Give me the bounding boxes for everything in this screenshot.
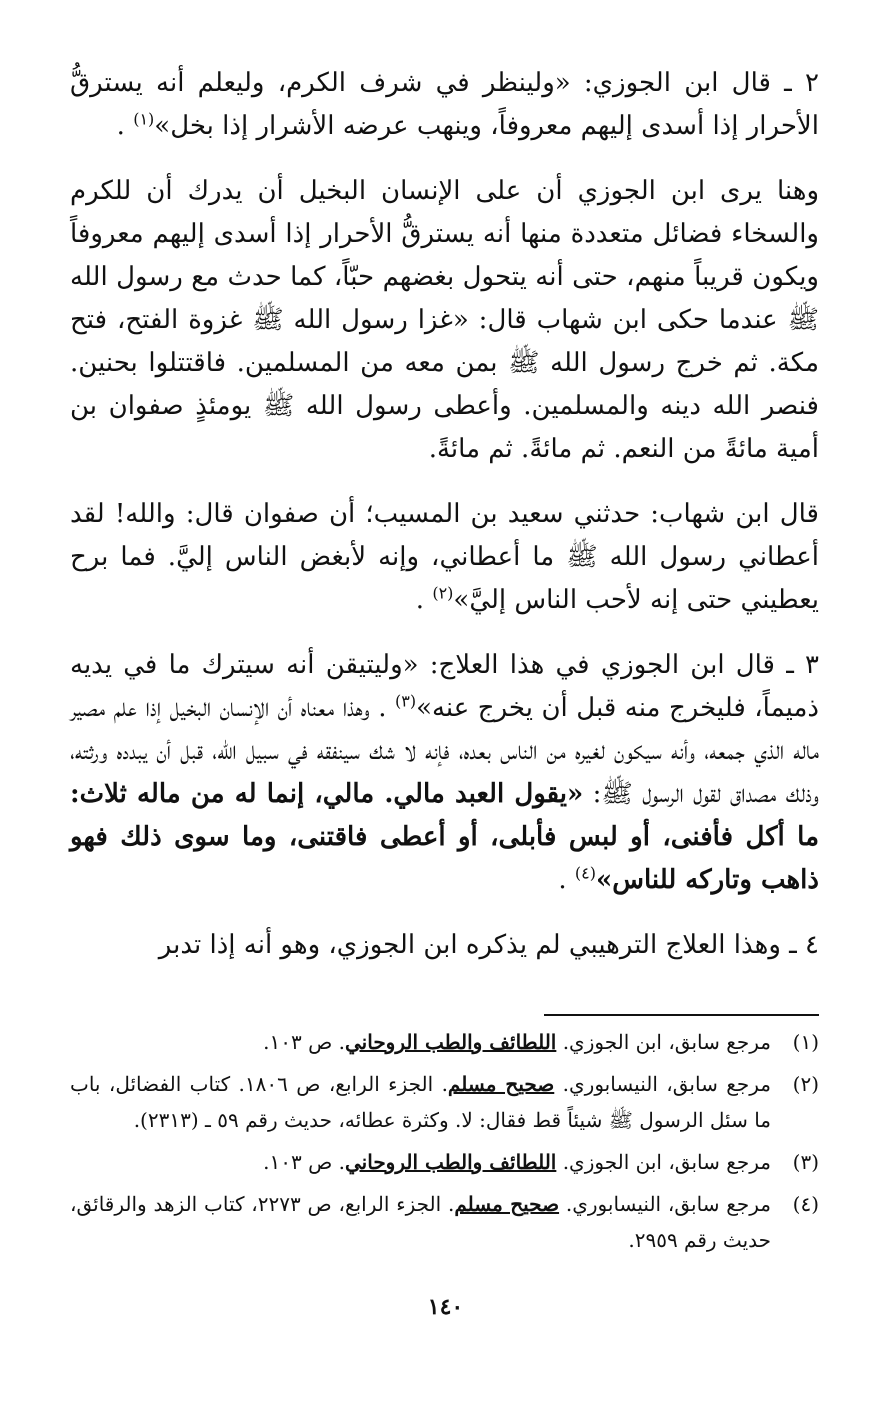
- footnote-number: (٤): [792, 1192, 819, 1216]
- footnote: [70, 1186, 819, 1258]
- paragraph: [70, 924, 819, 967]
- paragraph: [70, 62, 819, 148]
- text-run: .: [558, 865, 575, 895]
- text-run: . ص ١٠٣.: [263, 1150, 345, 1174]
- book-title: اللطائف والطب الروحاني: [344, 1030, 557, 1054]
- footnote-ref: (٢): [432, 583, 454, 603]
- text-run: ٤ ـ وهذا العلاج الترهيبي لم يذكره ابن الجوزي، وهو أنه إذا تدبر: [158, 930, 819, 960]
- page-number: ١٤٠: [427, 1294, 464, 1320]
- footnote-ref: (١): [133, 109, 155, 129]
- footnote-text: [70, 1066, 771, 1138]
- text-run: . وهذا معناه أن الإنسان البخيل إذا علم مصير ماله الذي جمعه، وأنه سيكون لغيره من الناس بعده، فإنه لا شك سينفقه في سبيل الله، قبل أن يبدده ورثته، وذلك مصداق لقول الرسول ﷺ:: [70, 693, 819, 809]
- footnotes: [70, 1024, 819, 1264]
- text-run: ٢ ـ قال ابن الجوزي: «ولينظر في شرف الكرم، وليعلم أنه يسترقُّ الأحرار إذا أسدى إليهم معروفاً، وينهب عرضه الأشرار إذا بخل»: [70, 68, 819, 141]
- footnote: [70, 1024, 819, 1060]
- text-run: مرجع سابق، ابن الجوزي.: [556, 1030, 771, 1054]
- text-run: . ص ١٠٣.: [263, 1030, 345, 1054]
- text-run: ٣ ـ قال ابن الجوزي في هذا العلاج: «وليتيقن أنه سيترك ما في يديه ذميماً، فليخرج منه قبل أن يخرج عنه»: [70, 650, 819, 723]
- book-title: صحيح مسلم: [454, 1192, 560, 1216]
- bold-quote: «يقول العبد مالي. مالي، إنما له من ماله ثلاث: ما أكل فأفنى، أو لبس فأبلى، أو أعطى فاقتنى، وما سوى ذلك فهو ذاهب وتاركه للناس»: [70, 779, 819, 895]
- footnote-text: [70, 1144, 771, 1180]
- footnote-number: (٣): [792, 1150, 819, 1174]
- text-run: وهنا يرى ابن الجوزي أن على الإنسان البخيل أن يدرك أن للكرم والسخاء فضائل متعددة منها أنه يسترقُّ الأحرار إذا أسدى إليهم معروفاً ويكون قريباً منهم، حتى أنه يتحول بغضهم حبّاً، كما حدث مع رسول الله ﷺ عندما حكى ابن شهاب قال: «غزا رسول الله ﷺ غزوة الفتح، فتح مكة. ثم خرج رسول الله ﷺ بمن معه من المسلمين. فاقتتلوا بحنين. فنصر الله دينه والمسلمين. وأعطى رسول الله ﷺ يومئذٍ صفوان بن أمية مائةً من النعم. ثم مائةً. ثم مائةً.: [70, 176, 819, 464]
- text-run: .: [415, 585, 433, 615]
- book-title: صحيح مسلم: [447, 1072, 555, 1096]
- text-run: مرجع سابق، النيسابوري.: [559, 1192, 771, 1216]
- footnote-text: [70, 1024, 771, 1060]
- book-title: اللطائف والطب الروحاني: [344, 1150, 557, 1174]
- paragraph: [70, 644, 819, 902]
- footnote-number: (٢): [792, 1072, 819, 1096]
- text-run: . الجزء الرابع، ص ١٨٠٦. كتاب الفضائل، باب ما سئل الرسول ﷺ شيئاً قط فقال: لا. وكثرة عطائه، حديث رقم ٥٩ ـ (٢٣١٣).: [70, 1072, 771, 1132]
- paragraph: [70, 170, 819, 471]
- text-run: . الجزء الرابع، ص ٢٢٧٣، كتاب الزهد والرقائق، حديث رقم ٢٩٥٩.: [70, 1192, 771, 1252]
- body-text: [70, 62, 819, 967]
- footnote-ref: (٣): [394, 691, 417, 711]
- text-run: مرجع سابق، النيسابوري.: [554, 1072, 771, 1096]
- footnote-number: (١): [792, 1030, 819, 1054]
- footnote-text: [70, 1186, 771, 1258]
- footnote: [70, 1144, 819, 1180]
- footnote-ref: (٤): [574, 863, 596, 883]
- paragraph: [70, 493, 819, 622]
- footnote: [70, 1066, 819, 1138]
- text-run: مرجع سابق، ابن الجوزي.: [556, 1150, 771, 1174]
- text-run: .: [116, 111, 134, 141]
- footnote-divider: [544, 1014, 819, 1016]
- text-run: قال ابن شهاب: حدثني سعيد بن المسيب؛ أن صفوان قال: والله! لقد أعطاني رسول الله ﷺ ما أعطاني، وإنه لأبغض الناس إليَّ. فما برح يعطيني حتى إنه لأحب الناس إليَّ»: [70, 499, 819, 615]
